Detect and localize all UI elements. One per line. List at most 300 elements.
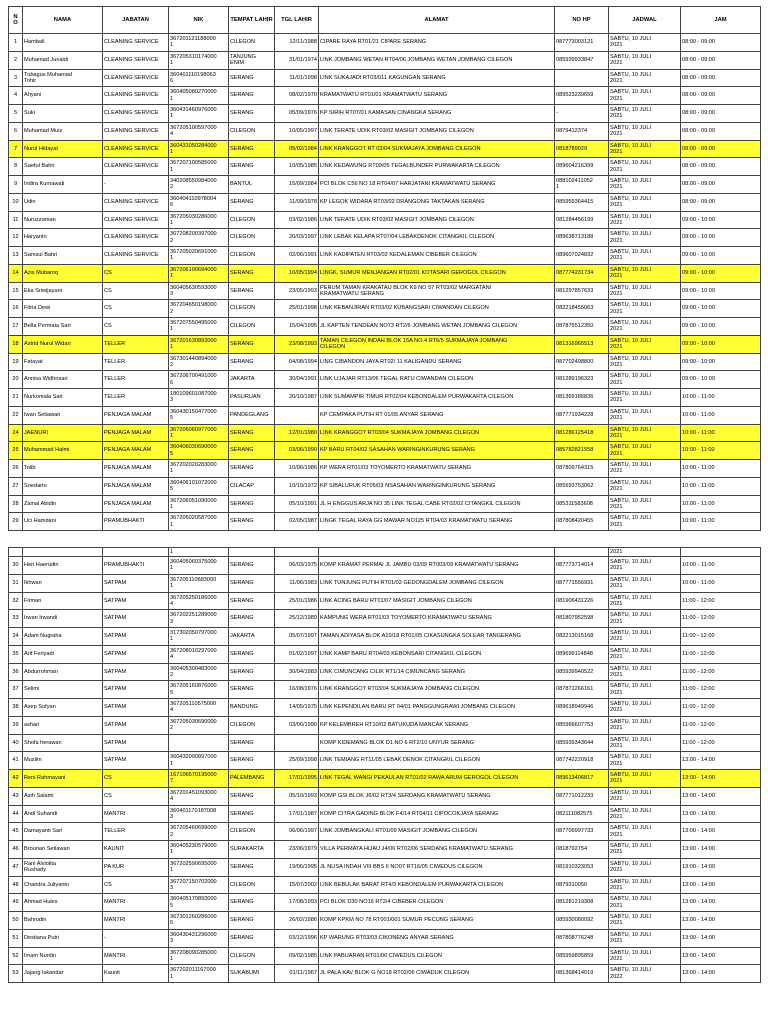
row-number-cell: 18 bbox=[9, 335, 23, 353]
schedule-time-cell: 13:00 - 14:00 bbox=[681, 823, 761, 841]
column-header-address: ALAMAT bbox=[319, 7, 555, 34]
table-row bbox=[9, 513, 761, 531]
table-row bbox=[9, 681, 761, 699]
birth-place-cell: SERANG bbox=[229, 912, 275, 930]
schedule-time-cell: 08:00 - 09:00 bbox=[681, 105, 761, 123]
address-cell: LINK CIMUNCANG CILIK RT1/14 CIMUNCANG SERANG bbox=[319, 663, 555, 681]
table-row bbox=[9, 69, 761, 87]
row-number-cell: 17 bbox=[9, 318, 23, 336]
name-cell: Brounan Setiawan bbox=[23, 841, 103, 859]
name-cell: Fatayat bbox=[23, 353, 103, 371]
phone-cell: 0879310056 bbox=[555, 876, 609, 894]
phone-cell bbox=[555, 548, 609, 557]
nik-cell: 367301440894000 2 bbox=[169, 353, 229, 371]
birth-date-cell: 17/01/1995 bbox=[275, 770, 319, 788]
birth-date-cell: 10/05/1994 bbox=[275, 264, 319, 282]
schedule-date-cell: SABTU, 10 JULI 2021 bbox=[609, 69, 681, 87]
address-cell: LINK PABUARAN RT01/06 CIWEDUS CILEGON bbox=[319, 947, 555, 965]
nik-cell: 367301260286000 5 bbox=[169, 912, 229, 930]
birth-place-cell: SERANG bbox=[229, 87, 275, 105]
phone-cell: 087702498800 bbox=[555, 353, 609, 371]
nik-cell: 360405300483000 2 bbox=[169, 663, 229, 681]
address-cell: LINK JOMBANG WETAN RT04/06 JOMBANG WETAN JOMBANG CILEGON bbox=[319, 51, 555, 69]
row-number-cell: 25 bbox=[9, 442, 23, 460]
nik-cell: 367205110575000 4 bbox=[169, 699, 229, 717]
name-cell: Tolib bbox=[23, 460, 103, 478]
schedule-date-cell: SABTU, 10 JULI 2021 bbox=[609, 335, 681, 353]
phone-cell: 085311583608 bbox=[555, 495, 609, 513]
schedule-time-cell: 13:00 - 14:00 bbox=[681, 752, 761, 770]
row-number-cell: 30 bbox=[9, 557, 23, 575]
birth-date-cell: 30/04/1991 bbox=[275, 371, 319, 389]
address-cell: LINK JOMBANGKALI RT01/09 MASIGIT JOMBANG CILEGON bbox=[319, 823, 555, 841]
schedule-date-cell: SABTU, 10 JULI 2021 bbox=[609, 318, 681, 336]
birth-place-cell: CILEGON bbox=[229, 716, 275, 734]
row-number-cell: 37 bbox=[9, 681, 23, 699]
birth-place-cell: SERANG bbox=[229, 858, 275, 876]
address-cell: LINK BEBULAK BARAT RT4/3 KEBONDALEM PURWAKARTA CILEGON bbox=[319, 876, 555, 894]
birth-date-cell: 15/09/1984 bbox=[275, 176, 319, 194]
position-cell: SATPAM bbox=[103, 610, 169, 628]
address-cell: CIPARE RAYA RT01/21 CIPARE SERANG bbox=[319, 34, 555, 52]
address-cell: KP WERA RT01/03 TOYOMERTO KRAMATWATU SERANG bbox=[319, 460, 555, 478]
schedule-date-cell: SABTU, 10 JULI 2021 bbox=[609, 264, 681, 282]
birth-date-cell: 11/01/1998 bbox=[275, 69, 319, 87]
schedule-date-cell: 2021 bbox=[609, 548, 681, 557]
birth-place-cell: SERANG bbox=[229, 929, 275, 947]
table-row bbox=[9, 645, 761, 663]
address-cell: LINK KEDAWUNG RT09/05 TEGALBUNDER PURWAKARTA CILEGON bbox=[319, 158, 555, 176]
birth-place-cell: SERANG bbox=[229, 442, 275, 460]
column-header-row-number: N O bbox=[9, 7, 23, 34]
schedule-table-2 bbox=[8, 547, 761, 983]
position-cell: MANTRI bbox=[103, 894, 169, 912]
birth-place-cell: TANJUNG ENIM bbox=[229, 51, 275, 69]
birth-date-cell: 17/01/1987 bbox=[275, 805, 319, 823]
birth-date-cell: 04/08/1994 bbox=[275, 353, 319, 371]
birth-place-cell: SERANG bbox=[229, 645, 275, 663]
address-cell: LINK LEBAK KELAPA RT07/04 LEBAKDENOK CITANGKIL CILEGON bbox=[319, 229, 555, 247]
table-row bbox=[9, 318, 761, 336]
schedule-date-cell: SABTU, 10 JULI 2021 bbox=[609, 158, 681, 176]
position-cell: TELLER bbox=[103, 335, 169, 353]
position-cell: SATPAM bbox=[103, 628, 169, 646]
schedule-time-cell: 09:00 - 10:00 bbox=[681, 371, 761, 389]
position-cell: MANTRI bbox=[103, 947, 169, 965]
column-header-birth-place: TEMPAT LAHIR bbox=[229, 7, 275, 34]
schedule-date-cell: SABTU, 10 JULI 2021 bbox=[609, 752, 681, 770]
schedule-date-cell: SABTU, 10 JULI 2021 bbox=[609, 858, 681, 876]
table-body bbox=[9, 34, 761, 531]
birth-place-cell: CILEGON bbox=[229, 318, 275, 336]
birth-date-cell: 10/05/1985 bbox=[275, 158, 319, 176]
schedule-sheet-2 bbox=[8, 547, 760, 983]
name-cell: Arif Feriyadi bbox=[23, 645, 103, 663]
address-cell: PCI BLOK C56 NO 18 RT04/07 HARJATANI KRAMATWATU SERANG bbox=[319, 176, 555, 194]
schedule-date-cell: SABTU, 10 JULI 2021 bbox=[609, 876, 681, 894]
phone-cell: 081910323053 bbox=[555, 858, 609, 876]
name-cell: Indira Kurnawati bbox=[23, 176, 103, 194]
schedule-time-cell: 08:00 - 09:00 bbox=[681, 176, 761, 194]
schedule-time-cell: 10:00 - 11:00 bbox=[681, 424, 761, 442]
birth-place-cell: SERANG bbox=[229, 610, 275, 628]
phone-cell: 087774231734 bbox=[555, 264, 609, 282]
name-cell: Muhamad Muiz bbox=[23, 122, 103, 140]
nik-cell: 360406030690000 5 bbox=[169, 442, 229, 460]
position-cell: CLEANING SERVICE bbox=[103, 193, 169, 211]
birth-date-cell: 05/07/1997 bbox=[275, 628, 319, 646]
table-row bbox=[9, 51, 761, 69]
schedule-time-cell: 13:00 - 14:00 bbox=[681, 876, 761, 894]
phone-cell: 0818792754 bbox=[555, 841, 609, 859]
name-cell: Suki bbox=[23, 105, 103, 123]
birth-date-cell: 23/08/1993 bbox=[275, 335, 319, 353]
phone-cell: 081906431226 bbox=[555, 592, 609, 610]
schedule-date-cell: SABTU, 10 JULI 2021 bbox=[609, 477, 681, 495]
birth-place-cell: SERANG bbox=[229, 805, 275, 823]
schedule-date-cell: SABTU, 10 JULI 2021 bbox=[609, 51, 681, 69]
address-cell: PCI BLOK D30 NO16 RT2/4 CIBEBER CILEGON bbox=[319, 894, 555, 912]
address-cell: LINK KRANGGOT RT03/04 SUKMAJAYA JOMBANG CILEGON bbox=[319, 424, 555, 442]
birth-date-cell: 12/01/1980 bbox=[275, 424, 319, 442]
row-number-cell: 39 bbox=[9, 716, 23, 734]
row-number-cell: 21 bbox=[9, 389, 23, 407]
birth-place-cell: CILEGON bbox=[229, 247, 275, 265]
schedule-time-cell: 10:00 - 11:00 bbox=[681, 460, 761, 478]
schedule-time-cell: 13:00 - 14:00 bbox=[681, 912, 761, 930]
table-row bbox=[9, 34, 761, 52]
birth-date-cell bbox=[275, 406, 319, 424]
schedule-time-cell: 08:00 - 09:00 bbox=[681, 158, 761, 176]
table-header-row bbox=[9, 7, 761, 34]
table-row bbox=[9, 211, 761, 229]
nik-cell: 360432090897000 1 bbox=[169, 752, 229, 770]
schedule-time-cell: 11:00 - 12:00 bbox=[681, 628, 761, 646]
table-row bbox=[9, 823, 761, 841]
address-cell: LINK TERATE UDIK RT03/02 MASIGIT JOMBANG CILEGON bbox=[319, 122, 555, 140]
schedule-time-cell: 09:00 - 10:00 bbox=[681, 318, 761, 336]
nik-cell: 360404110978004 6 bbox=[169, 193, 229, 211]
row-number-cell: 20 bbox=[9, 371, 23, 389]
name-cell: Tubagus Muhamad Tohir bbox=[23, 69, 103, 87]
row-number-cell: 26 bbox=[9, 460, 23, 478]
nik-cell: 367207100585000 1 bbox=[169, 158, 229, 176]
address-cell: KP SIBALURUK RT05/03 NSASAHAN WARINGINKURUNG SERANG bbox=[319, 477, 555, 495]
position-cell: CS bbox=[103, 876, 169, 894]
row-number-cell: 6 bbox=[9, 122, 23, 140]
address-cell: KRAMATWATU RT01/01 KRAMATWATU SERANG bbox=[319, 87, 555, 105]
row-number-cell: 4 bbox=[9, 87, 23, 105]
nik-cell: 360405060375000 1 bbox=[169, 557, 229, 575]
phone-cell: 081368414019 bbox=[555, 965, 609, 983]
position-cell: CS bbox=[103, 282, 169, 300]
phone-cell: 085939343644 bbox=[555, 734, 609, 752]
phone-cell: 085959364415 bbox=[555, 193, 609, 211]
name-cell: Asep Sofyan bbox=[23, 699, 103, 717]
position-cell: CS bbox=[103, 264, 169, 282]
address-cell: KOMP GSI BLOK J6/02 RT3/4 SERDANG KRAMATWATU SERANG bbox=[319, 787, 555, 805]
birth-date-cell: 05/09/1976 bbox=[275, 105, 319, 123]
schedule-date-cell: SABTU, 10 JULI 2021 bbox=[609, 663, 681, 681]
schedule-time-cell: 09:00 - 10:00 bbox=[681, 300, 761, 318]
table-row bbox=[9, 424, 761, 442]
table-row bbox=[9, 460, 761, 478]
nik-cell: 360406101072000 5 bbox=[169, 477, 229, 495]
table-row bbox=[9, 770, 761, 788]
schedule-date-cell: SABTU, 10 JULI 2021 bbox=[609, 513, 681, 531]
nik-cell: 367205250186000 4 bbox=[169, 592, 229, 610]
row-number-cell: 32 bbox=[9, 592, 23, 610]
nik-cell: 367208010297000 4 bbox=[169, 645, 229, 663]
nik-cell bbox=[169, 734, 229, 752]
schedule-time-cell: 10:00 - 11:00 bbox=[681, 574, 761, 592]
birth-date-cell: 23/05/1993 bbox=[275, 282, 319, 300]
row-number-cell: 28 bbox=[9, 495, 23, 513]
column-header-schedule-time: JAM bbox=[681, 7, 761, 34]
name-cell bbox=[23, 548, 103, 557]
nik-cell: 367208090285000 1 bbox=[169, 947, 229, 965]
row-number-cell: 51 bbox=[9, 929, 23, 947]
birth-place-cell: SERANG bbox=[229, 140, 275, 158]
birth-place-cell: CILEGON bbox=[229, 876, 275, 894]
address-cell: JL KAPTEN TENDEAN NO73 RT2/6 JOMBANG WETAN JOMBANG CILEGON bbox=[319, 318, 555, 336]
nik-cell: 367201121188000 1 bbox=[169, 34, 229, 52]
row-number-cell: 49 bbox=[9, 894, 23, 912]
schedule-time-cell: 11:00 - 12:00 bbox=[681, 716, 761, 734]
birth-place-cell: CILEGON bbox=[229, 947, 275, 965]
row-number-cell: 2 bbox=[9, 51, 23, 69]
row-number-cell bbox=[9, 548, 23, 557]
phone-cell: 087771934228 bbox=[555, 406, 609, 424]
row-number-cell: 9 bbox=[9, 176, 23, 194]
schedule-date-cell: SABTU, 10 JULI 2021 bbox=[609, 610, 681, 628]
nik-cell: 367205160876000 5 bbox=[169, 681, 229, 699]
name-cell: Annisa Widhosari bbox=[23, 371, 103, 389]
birth-date-cell bbox=[275, 734, 319, 752]
name-cell: Nurul Hidayat bbox=[23, 140, 103, 158]
address-cell bbox=[319, 548, 555, 557]
name-cell: Eka Sriwijayani bbox=[23, 282, 103, 300]
phone-cell: 0818789029 bbox=[555, 140, 609, 158]
schedule-date-cell: SABTU, 10 JULI 2021 bbox=[609, 787, 681, 805]
table-row bbox=[9, 699, 761, 717]
schedule-time-cell: 08:00 - 09:00 bbox=[681, 69, 761, 87]
name-cell: Adam Nugraha bbox=[23, 628, 103, 646]
name-cell: Reni Rahmayani bbox=[23, 770, 103, 788]
name-cell: Rani Alviolita Rushady bbox=[23, 858, 103, 876]
address-cell: KOMP KPKM NO 78 RT001/001 SUMUR PECUNG SERANG bbox=[319, 912, 555, 930]
birth-date-cell: 05/10/1993 bbox=[275, 787, 319, 805]
name-cell: Saeful Bahri bbox=[23, 158, 103, 176]
position-cell: TELLER bbox=[103, 353, 169, 371]
nik-cell: 367207150702000 3 bbox=[169, 876, 229, 894]
address-cell: KP WARUNG RT03/03 CIKONENG ANYAR SERANG bbox=[319, 929, 555, 947]
schedule-date-cell: SABTU, 10 JULI 2021 bbox=[609, 442, 681, 460]
schedule-date-cell: SABTU, 10 JULI 2021 bbox=[609, 894, 681, 912]
schedule-time-cell: 09:00 - 10:00 bbox=[681, 229, 761, 247]
name-cell: Muhamad Junaidi bbox=[23, 51, 103, 69]
phone-cell: 085939940522 bbox=[555, 663, 609, 681]
name-cell: Damayanti Sari bbox=[23, 823, 103, 841]
phone-cell: 082111082575 bbox=[555, 805, 609, 823]
table-row bbox=[9, 389, 761, 407]
position-cell: SATPAM bbox=[103, 752, 169, 770]
schedule-time-cell: 11:00 - 12:00 bbox=[681, 645, 761, 663]
schedule-date-cell: SABTU, 10 JULI 2021 bbox=[609, 122, 681, 140]
schedule-time-cell: 09:00 - 10:00 bbox=[681, 211, 761, 229]
column-header-birth-date: TGL LAHIR bbox=[275, 7, 319, 34]
birth-place-cell: SERANG bbox=[229, 681, 275, 699]
address-cell: LINK KEPENDILAN BARU RT 04/01 PANGGUNGRAWI JOMBANG CILEGON bbox=[319, 699, 555, 717]
birth-date-cell: 02/06/1991 bbox=[275, 247, 319, 265]
table-row bbox=[9, 548, 761, 557]
address-cell: KAMPUNG WERA RT01/03 TOYOMERTO KRAMATWATU SERANG bbox=[319, 610, 555, 628]
birth-date-cell: 20/10/1987 bbox=[275, 389, 319, 407]
birth-place-cell: SERANG bbox=[229, 282, 275, 300]
phone-cell: 081284456199 bbox=[555, 211, 609, 229]
table-row bbox=[9, 965, 761, 983]
schedule-date-cell: SABTU, 10 JULI 2021 bbox=[609, 823, 681, 841]
position-cell: CLEANING SERVICE bbox=[103, 105, 169, 123]
name-cell: Imam Nurdin bbox=[23, 947, 103, 965]
schedule-time-cell: 09:00 - 10:00 bbox=[681, 282, 761, 300]
table-row bbox=[9, 87, 761, 105]
birth-date-cell: 06/03/1975 bbox=[275, 557, 319, 575]
name-cell: Azis Mubaroq bbox=[23, 264, 103, 282]
nik-cell: 367205110683000 1 bbox=[169, 574, 229, 592]
address-cell: VILLA PERMATA HIJAU J4/06 RT02/06 SERDANG KRAMATWATU SERANG bbox=[319, 841, 555, 859]
nik-cell: 340208550984000 2 bbox=[169, 176, 229, 194]
schedule-date-cell: SABTU, 10 JULI 2021 bbox=[609, 87, 681, 105]
phone-cell: 082218455063 bbox=[555, 300, 609, 318]
name-cell: Andi Suhandi bbox=[23, 805, 103, 823]
birth-place-cell: SERANG bbox=[229, 353, 275, 371]
row-number-cell: 13 bbox=[9, 247, 23, 265]
birth-date-cell: 23/06/1979 bbox=[275, 841, 319, 859]
position-cell: PRAMUBHAKTI bbox=[103, 513, 169, 531]
schedule-date-cell: SABTU, 10 JULI 2021 bbox=[609, 424, 681, 442]
position-cell: SATPAM bbox=[103, 734, 169, 752]
birth-place-cell: SERANG bbox=[229, 158, 275, 176]
nik-cell: 367204650198000 2 bbox=[169, 300, 229, 318]
table-row bbox=[9, 947, 761, 965]
schedule-time-cell: 08:00 - 09:00 bbox=[681, 193, 761, 211]
birth-date-cell: 02/05/1987 bbox=[275, 513, 319, 531]
address-cell: LINK TEGAL WANGI PEKAULAN RT01/02 RAWA ARUM GEROGOL CILEGON bbox=[319, 770, 555, 788]
column-header-schedule-date: JADWAL bbox=[609, 7, 681, 34]
phone-cell: 089607024832 bbox=[555, 247, 609, 265]
table-row bbox=[9, 158, 761, 176]
position-cell: CLEANING SERVICE bbox=[103, 122, 169, 140]
nik-cell: 367205030690000 2 bbox=[169, 716, 229, 734]
phone-cell: 087771556931 bbox=[555, 574, 609, 592]
birth-place-cell: SERANG bbox=[229, 752, 275, 770]
schedule-time-cell: 13:00 - 14:00 bbox=[681, 929, 761, 947]
nik-cell: 367205030286000 1 bbox=[169, 211, 229, 229]
birth-date-cell: 09/02/1985 bbox=[275, 947, 319, 965]
schedule-date-cell: SABTU, 10 JULI 2021 bbox=[609, 947, 681, 965]
row-number-cell: 47 bbox=[9, 858, 23, 876]
address-cell: PERUM TAMAN KRAKATAU BLOK K9 NO 57 RT03/02 MARGATANI KRAMATWATU SERANG bbox=[319, 282, 555, 300]
birth-place-cell: SERANG bbox=[229, 574, 275, 592]
schedule-time-cell: 10:00 - 11:00 bbox=[681, 406, 761, 424]
schedule-table-1 bbox=[8, 6, 761, 531]
table-row bbox=[9, 193, 761, 211]
phone-cell: 087771012233 bbox=[555, 787, 609, 805]
row-number-cell: 53 bbox=[9, 965, 23, 983]
position-cell: CLEANING SERVICE bbox=[103, 69, 169, 87]
nik-cell: 360405230579000 1 bbox=[169, 841, 229, 859]
nik-cell: 360405170893000 5 bbox=[169, 894, 229, 912]
position-cell: CLEANING SERVICE bbox=[103, 247, 169, 265]
nik-cell: 360431050284000 1 bbox=[169, 140, 229, 158]
address-cell: LINK KADIPATEN RT03/02 KEDALEMAN CIBEBER CILEGON bbox=[319, 247, 555, 265]
birth-place-cell: CILEGON bbox=[229, 229, 275, 247]
phone-cell: 087875512350 bbox=[555, 318, 609, 336]
phone-cell: 087808420455 bbox=[555, 513, 609, 531]
schedule-time-cell: 11:00 - 12:00 bbox=[681, 610, 761, 628]
row-number-cell: 5 bbox=[9, 105, 23, 123]
row-number-cell: 35 bbox=[9, 645, 23, 663]
birth-date-cell: 03/02/1986 bbox=[275, 211, 319, 229]
birth-place-cell: SUKABUMI bbox=[229, 965, 275, 983]
address-cell: LINGK. SUMUR MENJANGAN RT02/01 KOTASARI GEROGOL CILEGON bbox=[319, 264, 555, 282]
name-cell: Asih Salami bbox=[23, 787, 103, 805]
birth-place-cell: SERANG bbox=[229, 663, 275, 681]
position-cell: SATPAM bbox=[103, 645, 169, 663]
schedule-time-cell: 10:00 - 11:00 bbox=[681, 442, 761, 460]
position-cell: MANTRI bbox=[103, 805, 169, 823]
nik-cell: 367206051090000 1 bbox=[169, 495, 229, 513]
birth-date-cell: 01/02/1997 bbox=[275, 645, 319, 663]
schedule-sheet-1 bbox=[8, 6, 760, 531]
address-cell: LINK KEBANJIRAN RT03/02 KUBANGSARI CIWANDAN CILEGON bbox=[319, 300, 555, 318]
row-number-cell: 11 bbox=[9, 211, 23, 229]
address-cell: LINK TERATE UDIK RT03/02 MASIGIT JOMBANG CILEGON bbox=[319, 211, 555, 229]
name-cell: Iwan Setiawan bbox=[23, 406, 103, 424]
phone-cell: 081297857633 bbox=[555, 282, 609, 300]
birth-date-cell: 25/12/1989 bbox=[275, 610, 319, 628]
nik-cell: 360431460976000 1 bbox=[169, 105, 229, 123]
birth-date-cell: 25/09/1998 bbox=[275, 752, 319, 770]
birth-place-cell: SURAKARTA bbox=[229, 841, 275, 859]
phone-cell: 081369186836 bbox=[555, 389, 609, 407]
table-row bbox=[9, 876, 761, 894]
schedule-date-cell: SABTU, 10 JULI 2021 bbox=[609, 628, 681, 646]
birth-date-cell: 15/07/2002 bbox=[275, 876, 319, 894]
phone-cell: 087808776248 bbox=[555, 929, 609, 947]
position-cell: PENJAGA MALAM bbox=[103, 424, 169, 442]
schedule-time-cell: 13:00 - 14:00 bbox=[681, 805, 761, 823]
position-cell: TELLER bbox=[103, 823, 169, 841]
phone-cell: 087742220918 bbox=[555, 752, 609, 770]
nik-cell: 180109601087000 3 bbox=[169, 389, 229, 407]
table-row bbox=[9, 247, 761, 265]
row-number-cell: 44 bbox=[9, 805, 23, 823]
birth-place-cell: SERANG bbox=[229, 557, 275, 575]
address-cell: LINK SUMAMPIR TIMUR RT02/04 KEBONDALEM PURWAKARTA CILEGON bbox=[319, 389, 555, 407]
schedule-time-cell: 11:00 - 12:00 bbox=[681, 699, 761, 717]
phone-cell: 085939933847 bbox=[555, 51, 609, 69]
birth-place-cell: CILACAP bbox=[229, 477, 275, 495]
birth-date-cell: 03/06/1990 bbox=[275, 716, 319, 734]
phone-cell: 089523239659 bbox=[555, 87, 609, 105]
birth-date-cell: 14/05/1975 bbox=[275, 699, 319, 717]
schedule-time-cell: 08:00 - 09:00 bbox=[681, 140, 761, 158]
phone-cell: 089699114848 bbox=[555, 645, 609, 663]
table-row bbox=[9, 805, 761, 823]
table-row bbox=[9, 105, 761, 123]
